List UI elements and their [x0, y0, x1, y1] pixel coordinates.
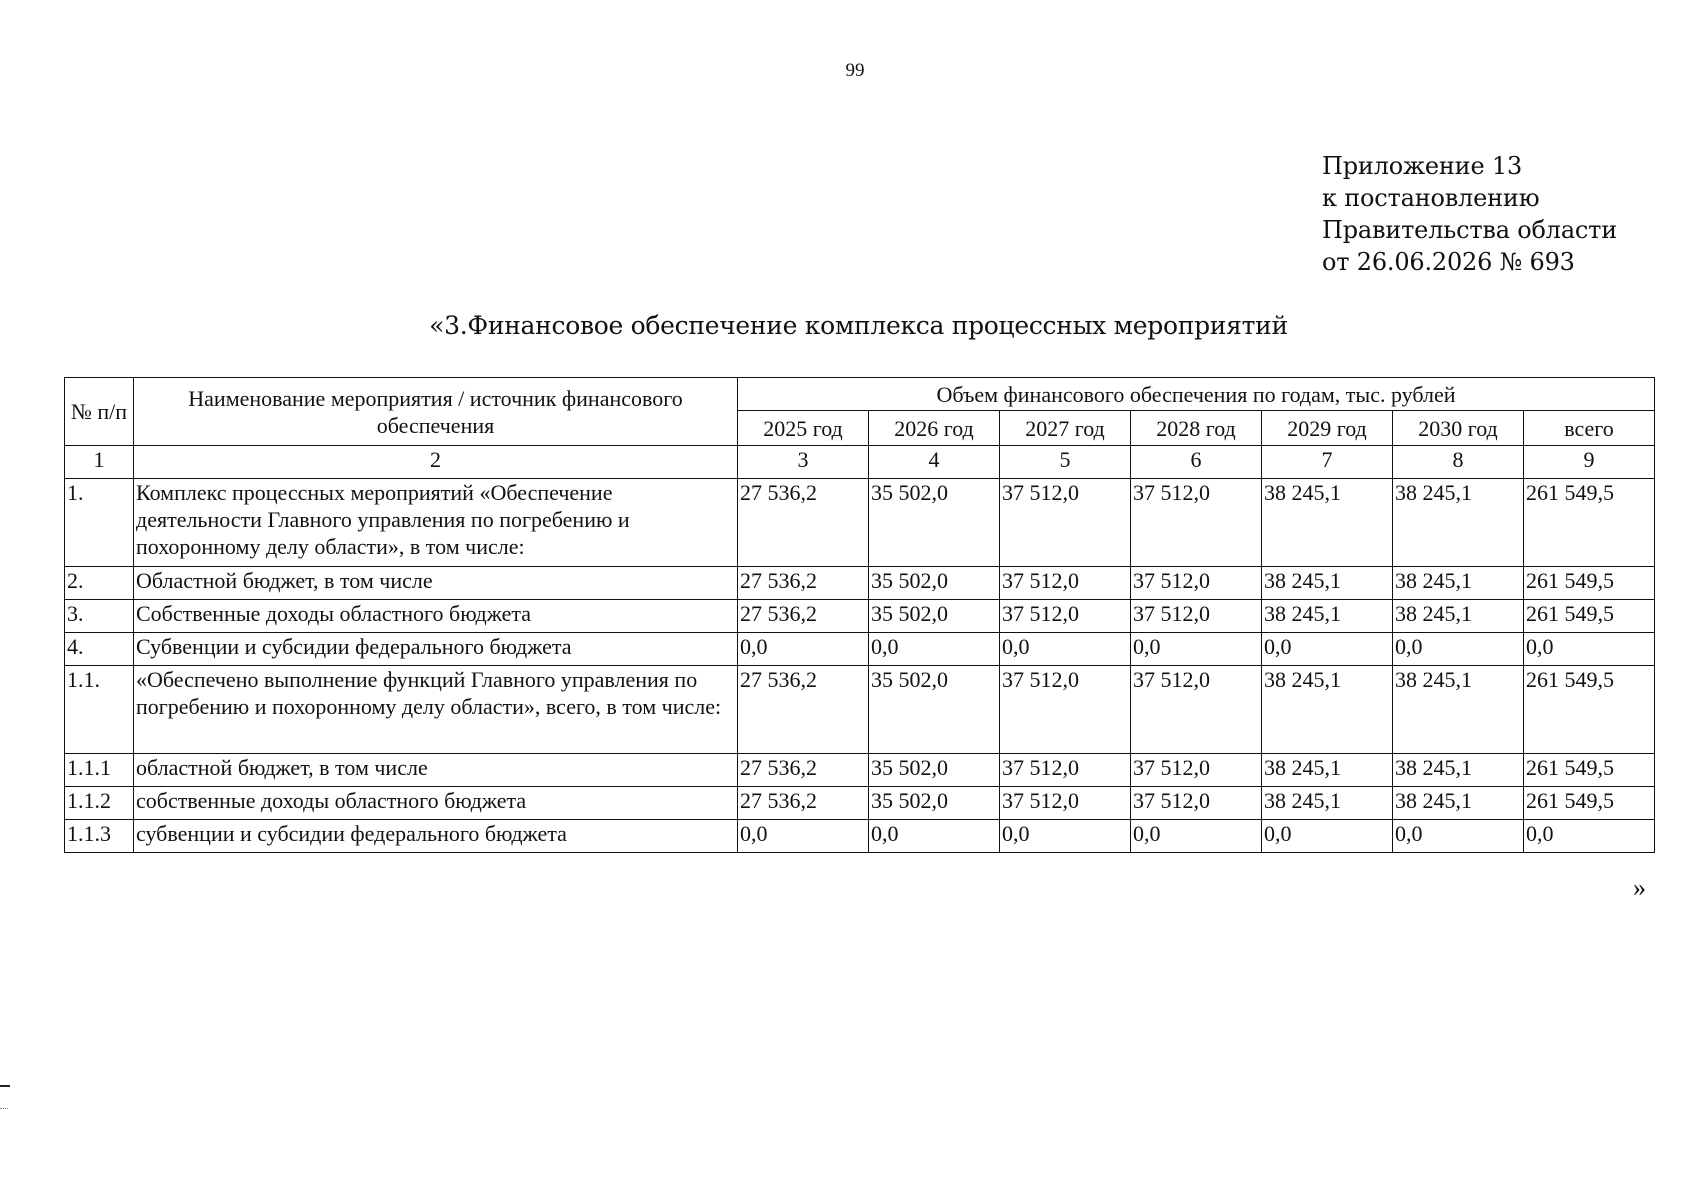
column-number: 4: [869, 446, 1000, 479]
row-total-value: 261 549,5: [1524, 787, 1655, 820]
row-year-value: 37 512,0: [1131, 754, 1262, 787]
row-name: областной бюджет, в том числе: [134, 754, 738, 787]
header-total: всего: [1524, 411, 1655, 446]
row-year-value: 38 245,1: [1393, 479, 1524, 567]
document-title: «3.Финансовое обеспечение комплекса процессных мероприятий: [429, 311, 1288, 340]
column-number: 6: [1131, 446, 1262, 479]
row-year-value: 0,0: [1393, 633, 1524, 666]
row-total-value: 0,0: [1524, 820, 1655, 853]
appendix-line: от 26.06.2026 № 693: [1322, 248, 1575, 276]
header-year: 2029 год: [1262, 411, 1393, 446]
row-number: 1.1.: [65, 666, 134, 754]
row-year-value: 35 502,0: [869, 754, 1000, 787]
row-name: Областной бюджет, в том числе: [134, 567, 738, 600]
row-year-value: 38 245,1: [1393, 600, 1524, 633]
row-year-value: 37 512,0: [1000, 754, 1131, 787]
row-year-value: 37 512,0: [1000, 567, 1131, 600]
row-total-value: 261 549,5: [1524, 754, 1655, 787]
row-year-value: 37 512,0: [1131, 567, 1262, 600]
row-total-value: 261 549,5: [1524, 479, 1655, 567]
row-year-value: 27 536,2: [738, 754, 869, 787]
column-number: 2: [134, 446, 738, 479]
row-year-value: 35 502,0: [869, 479, 1000, 567]
row-year-value: 38 245,1: [1393, 754, 1524, 787]
row-year-value: 37 512,0: [1131, 666, 1262, 754]
header-funding-group: Объем финансового обеспечения по годам, тыс. рублей: [738, 378, 1655, 411]
closing-quote: »: [1633, 873, 1646, 902]
row-year-value: 0,0: [738, 633, 869, 666]
row-year-value: 35 502,0: [869, 600, 1000, 633]
column-number: 3: [738, 446, 869, 479]
row-year-value: 0,0: [1131, 633, 1262, 666]
row-number: 1.1.2: [65, 787, 134, 820]
column-number: 8: [1393, 446, 1524, 479]
table-row: [65, 754, 1655, 787]
appendix-line: Приложение 13: [1322, 152, 1523, 180]
row-total-value: 0,0: [1524, 633, 1655, 666]
header-year: 2030 год: [1393, 411, 1524, 446]
table-row: [65, 479, 1655, 567]
row-year-value: 27 536,2: [738, 567, 869, 600]
row-name: Субвенции и субсидии федерального бюджета: [134, 633, 738, 666]
row-name: Собственные доходы областного бюджета: [134, 600, 738, 633]
table-row: [65, 787, 1655, 820]
row-year-value: 37 512,0: [1131, 479, 1262, 567]
appendix-line: к постановлению: [1322, 184, 1540, 212]
row-year-value: 0,0: [1000, 633, 1131, 666]
row-year-value: 38 245,1: [1393, 567, 1524, 600]
table-body: [65, 446, 1655, 853]
row-number: 3.: [65, 600, 134, 633]
header-num-col: № п/п: [65, 378, 134, 446]
row-year-value: 37 512,0: [1131, 600, 1262, 633]
header-year: 2027 год: [1000, 411, 1131, 446]
row-year-value: 27 536,2: [738, 600, 869, 633]
row-year-value: 38 245,1: [1393, 666, 1524, 754]
row-total-value: 261 549,5: [1524, 666, 1655, 754]
appendix-line: Правительства области: [1322, 216, 1618, 244]
scan-edge-dots: [0, 1108, 8, 1109]
row-year-value: 0,0: [1262, 633, 1393, 666]
row-year-value: 38 245,1: [1262, 787, 1393, 820]
page-number: 99: [845, 60, 865, 81]
row-name: Комплекс процессных мероприятий «Обеспечение деятельности Главного управления по погребению и похоронному делу области», в том числе:: [134, 479, 738, 567]
row-year-value: 27 536,2: [738, 666, 869, 754]
row-year-value: 0,0: [869, 820, 1000, 853]
row-name: «Обеспечено выполнение функций Главного управления по погребению и похоронному делу области», всего, в том числе:: [134, 666, 738, 754]
row-year-value: 37 512,0: [1000, 479, 1131, 567]
row-year-value: 38 245,1: [1262, 479, 1393, 567]
row-year-value: 0,0: [1131, 820, 1262, 853]
row-year-value: 38 245,1: [1262, 600, 1393, 633]
row-year-value: 0,0: [1262, 820, 1393, 853]
row-year-value: 37 512,0: [1131, 787, 1262, 820]
row-year-value: 27 536,2: [738, 479, 869, 567]
row-year-value: 37 512,0: [1000, 787, 1131, 820]
row-number: 1.1.1: [65, 754, 134, 787]
row-year-value: 35 502,0: [869, 567, 1000, 600]
column-number: 9: [1524, 446, 1655, 479]
appendix-note: [1322, 150, 1617, 278]
table-row: [65, 567, 1655, 600]
row-number: 1.: [65, 479, 134, 567]
row-total-value: 261 549,5: [1524, 600, 1655, 633]
header-year: 2026 год: [869, 411, 1000, 446]
row-year-value: 0,0: [1000, 820, 1131, 853]
financing-table: [64, 377, 1655, 853]
column-number-row: [65, 446, 1655, 479]
scan-edge-mark: [0, 1085, 10, 1087]
table-row: [65, 600, 1655, 633]
table-row: [65, 633, 1655, 666]
row-year-value: 0,0: [1393, 820, 1524, 853]
header-year: 2028 год: [1131, 411, 1262, 446]
column-number: 5: [1000, 446, 1131, 479]
row-year-value: 0,0: [869, 633, 1000, 666]
row-year-value: 35 502,0: [869, 666, 1000, 754]
table-row: [65, 820, 1655, 853]
row-year-value: 38 245,1: [1262, 567, 1393, 600]
row-number: 2.: [65, 567, 134, 600]
row-year-value: 38 245,1: [1262, 754, 1393, 787]
row-number: 1.1.3: [65, 820, 134, 853]
row-total-value: 261 549,5: [1524, 567, 1655, 600]
row-year-value: 38 245,1: [1262, 666, 1393, 754]
header-name-col: Наименование мероприятия / источник финансового обеспечения: [134, 378, 738, 446]
row-year-value: 27 536,2: [738, 787, 869, 820]
row-name: собственные доходы областного бюджета: [134, 787, 738, 820]
column-number: 1: [65, 446, 134, 479]
row-year-value: 37 512,0: [1000, 600, 1131, 633]
row-year-value: 38 245,1: [1393, 787, 1524, 820]
row-number: 4.: [65, 633, 134, 666]
row-year-value: 37 512,0: [1000, 666, 1131, 754]
row-year-value: 0,0: [738, 820, 869, 853]
row-year-value: 35 502,0: [869, 787, 1000, 820]
column-number: 7: [1262, 446, 1393, 479]
header-year: 2025 год: [738, 411, 869, 446]
table-row: [65, 666, 1655, 754]
row-name: субвенции и субсидии федерального бюджета: [134, 820, 738, 853]
